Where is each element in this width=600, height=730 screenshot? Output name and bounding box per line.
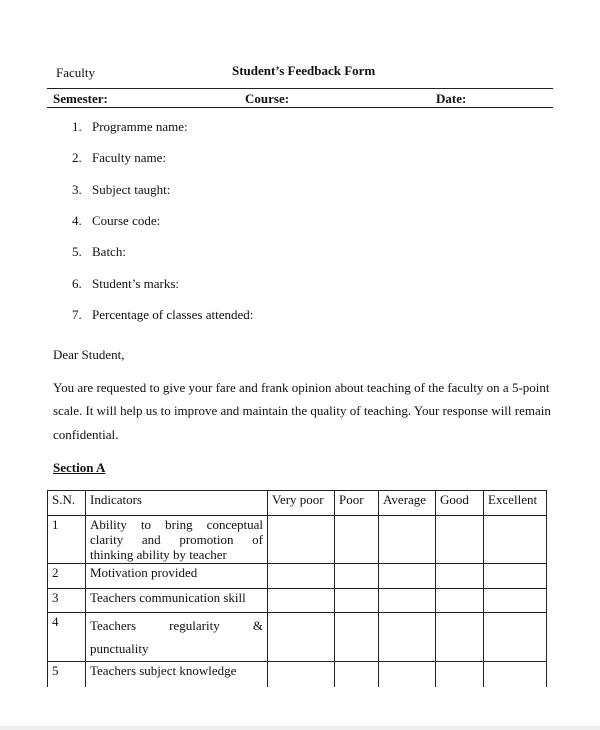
rating-cell[interactable] xyxy=(484,662,547,687)
divider xyxy=(47,107,553,108)
field-number: 6. xyxy=(72,275,82,291)
sn-cell: 1 xyxy=(48,516,86,564)
header-cell: Good xyxy=(436,491,484,516)
field-label: Programme name: xyxy=(92,119,188,134)
rating-cell[interactable] xyxy=(268,613,335,662)
header-cell: Very poor xyxy=(268,491,335,516)
sn-cell: 4 xyxy=(48,613,86,662)
rating-table xyxy=(47,490,547,687)
field-number: 7. xyxy=(72,306,82,322)
field-label: Batch: xyxy=(92,244,126,260)
intro-line: confidential. xyxy=(53,427,119,442)
form-field xyxy=(72,213,160,229)
indicator-cell: Teachers regularity & punctuality xyxy=(86,613,268,662)
field-label: Percentage of classes attended: xyxy=(92,306,254,322)
rating-cell[interactable] xyxy=(436,516,484,564)
page-bottom-edge xyxy=(0,726,600,730)
form-field xyxy=(72,150,166,166)
faculty-label: Faculty xyxy=(56,65,95,80)
rating-cell[interactable] xyxy=(268,662,335,687)
table-row xyxy=(48,613,547,662)
course-label: Course: xyxy=(245,91,290,106)
rating-cell[interactable] xyxy=(335,564,379,589)
rating-cell[interactable] xyxy=(335,589,379,613)
field-label: Course code: xyxy=(92,212,161,228)
sn-cell: 2 xyxy=(48,564,86,589)
indicator-cell: Teachers communication skill xyxy=(86,589,268,613)
field-label: Faculty name: xyxy=(92,150,167,166)
indicator-cell: Teachers subject knowledge xyxy=(86,662,268,687)
rating-cell[interactable] xyxy=(379,516,436,564)
rating-cell[interactable] xyxy=(484,516,547,564)
rating-cell[interactable] xyxy=(436,662,484,687)
semester-label: Semester: xyxy=(53,91,108,106)
form-field xyxy=(72,244,126,260)
rating-cell[interactable] xyxy=(268,516,335,564)
intro-line: You are requested to give your fare and frank opinion about teaching of the faculty on a 5-point xyxy=(53,380,550,395)
rating-cell[interactable] xyxy=(335,662,379,687)
indicator-cell: Ability to bring conceptual clarity and promotion of thinking ability by teacher xyxy=(86,516,268,564)
field-number: 5. xyxy=(72,244,82,260)
form-field xyxy=(72,182,170,198)
sn-cell: 3 xyxy=(48,589,86,613)
header-cell: S.N. xyxy=(48,491,86,516)
rating-cell[interactable] xyxy=(484,564,547,589)
field-label: Student’s marks: xyxy=(92,275,180,291)
form-field xyxy=(72,307,253,323)
table-row xyxy=(48,589,547,613)
section-heading: Section A xyxy=(53,460,106,475)
rating-cell[interactable] xyxy=(335,516,379,564)
table-header-row xyxy=(48,491,547,516)
form-field xyxy=(72,119,188,135)
header-cell: Average xyxy=(379,491,436,516)
header-cell: Excellent xyxy=(484,491,547,516)
divider xyxy=(47,88,553,89)
header-cell: Poor xyxy=(335,491,379,516)
indicator-cell: Motivation provided xyxy=(86,564,268,589)
greeting: Dear Student, xyxy=(53,347,125,362)
field-number: 2. xyxy=(72,150,82,166)
field-number: 4. xyxy=(72,212,82,228)
rating-cell[interactable] xyxy=(379,564,436,589)
date-label: Date: xyxy=(436,91,467,106)
table-row xyxy=(48,516,547,564)
rating-cell[interactable] xyxy=(335,613,379,662)
rating-cell[interactable] xyxy=(268,589,335,613)
rating-cell[interactable] xyxy=(379,613,436,662)
table-row xyxy=(48,662,547,687)
rating-cell[interactable] xyxy=(484,589,547,613)
rating-cell[interactable] xyxy=(379,589,436,613)
field-number: 3. xyxy=(72,181,82,197)
table-row xyxy=(48,564,547,589)
intro-line: scale. It will help us to improve and maintain the quality of teaching. Your response will remain xyxy=(53,403,551,418)
form-title: Student’s Feedback Form xyxy=(232,63,376,78)
rating-cell[interactable] xyxy=(436,613,484,662)
rating-cell[interactable] xyxy=(484,613,547,662)
form-field xyxy=(72,276,179,292)
rating-cell[interactable] xyxy=(436,589,484,613)
rating-cell[interactable] xyxy=(379,662,436,687)
rating-cell[interactable] xyxy=(436,564,484,589)
header-cell: Indicators xyxy=(86,491,268,516)
rating-cell[interactable] xyxy=(268,564,335,589)
field-label: Subject taught: xyxy=(92,181,171,197)
sn-cell: 5 xyxy=(48,662,86,687)
field-number: 1. xyxy=(72,119,82,134)
